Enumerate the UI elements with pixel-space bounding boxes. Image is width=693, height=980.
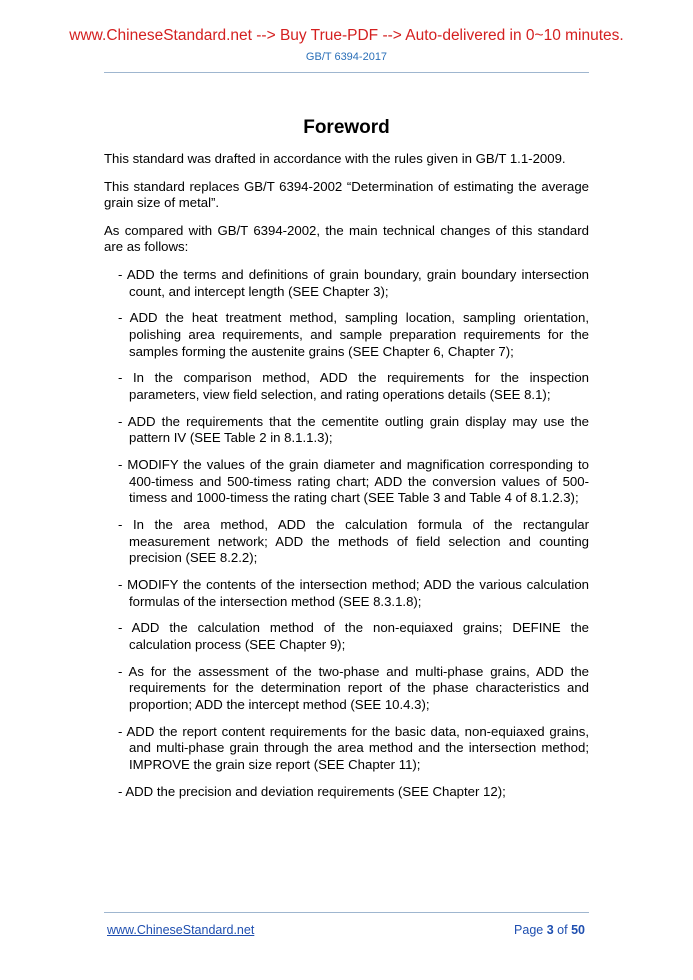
page-indicator <box>514 923 585 937</box>
change-item: - MODIFY the values of the grain diameter and magnification corresponding to 400-timess and 500-timess rating chart; ADD the conversion values of 500-timess and 1000-timess the rating chart (SEE Table 3 and Table 4 of 8.1.2.3); <box>118 457 589 506</box>
change-item: - ADD the precision and deviation requirements (SEE Chapter 12); <box>118 783 506 799</box>
page-total: 50 <box>571 923 585 937</box>
page-of: of <box>557 923 568 937</box>
promo-banner[interactable]: www.ChineseStandard.net --> Buy True-PDF --> Auto-delivered in 0~10 minutes. <box>69 27 624 44</box>
paragraph: This standard replaces GB/T 6394-2002 “Determination of estimating the average grain size of metal”. <box>104 178 589 211</box>
footer-website-link[interactable]: www.ChineseStandard.net <box>107 923 255 937</box>
change-item: - MODIFY the contents of the intersection method; ADD the various calculation formulas of the intersection method (SEE 8.3.1.8); <box>118 577 589 609</box>
paragraph: This standard was drafted in accordance with the rules given in GB/T 1.1-2009. <box>104 151 566 166</box>
change-item: - ADD the report content requirements for the basic data, non-equiaxed grains, and multi-phase grain through the area method and the intersection method; IMPROVE the grain size report (SEE Chapter 11); <box>118 723 589 772</box>
change-item: - ADD the requirements that the cementite outling grain display may use the pattern IV (SEE Table 2 in 8.1.1.3); <box>118 413 589 446</box>
header-divider <box>104 72 589 73</box>
change-item: - In the area method, ADD the calculation formula of the rectangular measurement network; ADD the methods of field selection and counting precision (SEE 8.2.2); <box>118 517 589 566</box>
page-label: Page <box>514 923 544 937</box>
change-item: - ADD the calculation method of the non-equiaxed grains; DEFINE the calculation process (SEE Chapter 9); <box>118 620 589 652</box>
change-item: - ADD the heat treatment method, sampling location, sampling orientation, polishing area requirements, and sample preparation requirements for the samples forming the austenite grains (SEE Chapter 6, Chapter 7); <box>118 310 589 359</box>
change-item: - ADD the terms and definitions of grain boundary, grain boundary intersection count, and intercept length (SEE Chapter 3); <box>118 266 589 299</box>
document-body <box>104 151 589 810</box>
footer-divider <box>104 912 589 913</box>
change-item: - As for the assessment of the two-phase and multi-phase grains, ADD the requirements for the determination report of the phase characteristics and proportion; ADD the intercept method (SEE 10.4.3); <box>118 663 589 712</box>
paragraph: As compared with GB/T 6394-2002, the main technical changes of this standard are as follows: <box>104 222 589 255</box>
page-current: 3 <box>546 923 554 937</box>
standard-number: GB/T 6394-2017 <box>305 51 388 63</box>
change-item: - In the comparison method, ADD the requirements for the inspection parameters, view field selection, and rating operations details (SEE 8.1); <box>118 370 589 402</box>
page-title: Foreword <box>303 117 390 138</box>
